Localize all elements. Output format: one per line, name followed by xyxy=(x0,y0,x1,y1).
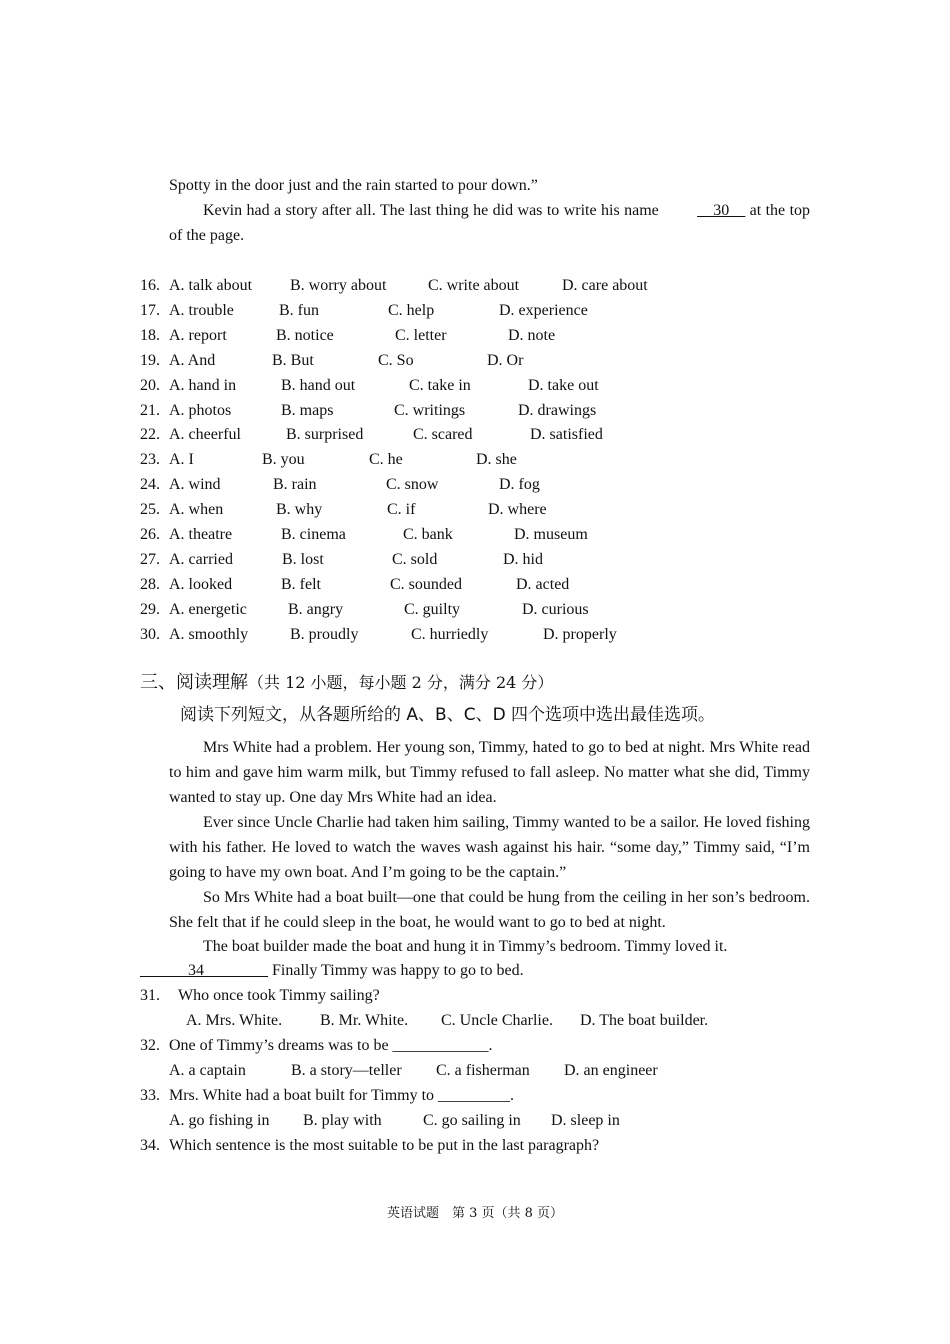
option-b: B. felt xyxy=(281,575,321,593)
reading-paragraph-4: The boat builder made the boat and hung it in Timmy’s bedroom. Timmy loved it. xyxy=(203,938,728,955)
cloze-option-row xyxy=(0,376,950,398)
option-d: D. take out xyxy=(528,376,599,394)
option-b: B. maps xyxy=(281,401,334,419)
option-c: C. guilty xyxy=(404,600,461,618)
option-a: A. photos xyxy=(169,401,232,419)
passage-paragraph xyxy=(169,198,810,248)
question-number: 19. xyxy=(140,351,160,369)
option-b: B. Mr. White. xyxy=(320,1012,409,1029)
option-a: A. smoothly xyxy=(169,625,249,643)
option-c: C. So xyxy=(378,351,414,369)
section-title: 三、阅读理解 xyxy=(140,672,248,693)
question-stem: Which sentence is the most suitable to be put in the last paragraph? xyxy=(169,1137,600,1154)
question-number: 27. xyxy=(140,550,160,568)
option-c: C. write about xyxy=(428,277,520,294)
option-c: C. writings xyxy=(394,401,466,419)
page-footer: 英语试题 第 3 页（共 8 页） xyxy=(386,1206,564,1221)
passage-text: at the top of the page. xyxy=(169,202,811,244)
cloze-option-row xyxy=(0,326,950,348)
option-d: D. curious xyxy=(522,600,589,618)
option-b: B. why xyxy=(276,501,323,519)
cloze-option-row xyxy=(0,500,950,522)
option-d: D. The boat builder. xyxy=(580,1012,709,1029)
question-stem: One of Timmy’s dreams was to be ____________. xyxy=(169,1037,493,1054)
option-b: B. proudly xyxy=(290,625,359,643)
question-number: 24. xyxy=(140,476,160,494)
cloze-option-row xyxy=(0,351,950,373)
option-a: A. hand in xyxy=(169,376,237,394)
option-c: C. sounded xyxy=(390,575,462,593)
option-d: D. satisfied xyxy=(530,426,603,444)
option-c: C. a fisherman xyxy=(436,1062,530,1079)
option-b: B. hand out xyxy=(281,376,356,394)
option-c: C. snow xyxy=(386,476,439,494)
option-a: A. theatre xyxy=(169,526,233,543)
cloze-option-row xyxy=(0,625,950,647)
option-d: D. sleep in xyxy=(551,1112,620,1129)
question-number: 20. xyxy=(140,376,160,394)
option-a: A. carried xyxy=(169,550,233,568)
cloze-option-row xyxy=(0,525,950,547)
question-number: 31. xyxy=(140,987,160,1004)
option-d: D. drawings xyxy=(518,401,597,419)
section-instruction: 阅读下列短文，从各题所给的 A、B、C、D 四个选项中选出最佳选项。 xyxy=(180,705,716,725)
question-number: 17. xyxy=(140,301,160,319)
cloze-option-row xyxy=(0,276,950,298)
section-subtitle: （共 12 小题，每小题 2 分，满分 24 分） xyxy=(248,673,554,692)
option-a: A. looked xyxy=(169,575,233,593)
option-d: D. properly xyxy=(543,625,617,643)
option-c: C. scared xyxy=(413,426,473,444)
blank-34: ______34________ xyxy=(140,962,268,979)
option-d: D. experience xyxy=(499,301,588,319)
option-c: C. hurriedly xyxy=(411,625,489,643)
option-b: B. cinema xyxy=(281,526,346,543)
cloze-option-row xyxy=(0,450,950,472)
option-b: B. notice xyxy=(276,326,334,344)
question-number: 25. xyxy=(140,501,160,519)
reading-paragraph-end xyxy=(140,961,524,981)
question-number: 21. xyxy=(140,401,160,419)
cloze-option-row xyxy=(0,401,950,423)
option-c: C. if xyxy=(387,501,416,519)
option-a: A. report xyxy=(169,326,227,344)
cloze-option-row xyxy=(0,575,950,597)
cloze-option-row xyxy=(0,475,950,497)
option-b: B. surprised xyxy=(286,426,364,444)
option-c: C. letter xyxy=(395,326,447,344)
option-d: D. care about xyxy=(562,277,648,294)
option-a: A. trouble xyxy=(169,301,234,319)
question-number: 34. xyxy=(140,1137,160,1154)
option-a: A. wind xyxy=(169,476,221,494)
option-c: C. Uncle Charlie. xyxy=(441,1012,553,1029)
option-d: D. Or xyxy=(487,351,524,369)
question-number: 18. xyxy=(140,326,160,344)
option-b: B. lost xyxy=(282,550,324,568)
cloze-option-row xyxy=(0,425,950,447)
option-c: C. go sailing in xyxy=(423,1112,521,1129)
option-c: C. sold xyxy=(392,550,438,568)
option-b: B. But xyxy=(272,351,314,369)
option-d: D. she xyxy=(476,451,517,469)
option-b: B. worry about xyxy=(290,277,387,294)
question-stem: Mrs. White had a boat built for Timmy to _________. xyxy=(169,1087,515,1104)
option-a: A. when xyxy=(169,501,224,519)
option-b: B. you xyxy=(262,451,305,469)
option-a: A. And xyxy=(169,351,216,369)
reading-paragraph-1: Mrs White had a problem. Her young son, Timmy, hated to go to bed at night. Mrs White read to him and gave him warm milk, but Timmy refused to fall asleep. No matter what she did, Timmy wanted to stay up. One day Mrs White had an idea. xyxy=(169,739,810,806)
option-b: B. rain xyxy=(273,476,317,494)
question-number: 23. xyxy=(140,451,160,469)
option-d: D. acted xyxy=(516,575,570,593)
reading-paragraph-3: So Mrs White had a boat built—one that could be hung from the ceiling in her son’s bedroom. She felt that if he could sleep in the boat, he would want to go to bed at night. xyxy=(169,889,810,931)
cloze-option-row xyxy=(0,301,950,323)
reading-paragraph-2: Ever since Uncle Charlie had taken him sailing, Timmy wanted to be a sailor. He loved fishing with his father. He loved to watch the waves wash against his hair. “some day,” Timmy said, “I’m going to have my own boat. And I’m going to be the captain.” xyxy=(169,814,810,881)
blank-30: __30__ xyxy=(697,202,746,219)
cloze-option-row xyxy=(0,550,950,572)
option-a: A. I xyxy=(169,451,194,469)
option-a: A. go fishing in xyxy=(169,1112,270,1129)
passage-text: Kevin had a story after all. The last thing he did was to write his name xyxy=(203,202,659,219)
option-a: A. cheerful xyxy=(169,426,241,444)
question-number: 26. xyxy=(140,526,160,543)
option-a: A. talk about xyxy=(169,277,253,294)
question-stem: Who once took Timmy sailing? xyxy=(178,987,380,1004)
option-c: C. help xyxy=(388,301,435,319)
option-d: D. museum xyxy=(514,526,588,543)
option-d: D. hid xyxy=(503,550,543,568)
option-d: D. note xyxy=(508,326,556,344)
option-a: A. energetic xyxy=(169,600,247,618)
option-a: A. Mrs. White. xyxy=(186,1012,283,1029)
question-number: 32. xyxy=(140,1037,160,1054)
option-b: B. angry xyxy=(288,600,344,618)
reading-text: Finally Timmy was happy to go to bed. xyxy=(268,962,524,979)
option-a: A. a captain xyxy=(169,1062,246,1079)
section-heading xyxy=(140,672,553,694)
passage-line: Spotty in the door just and the rain started to pour down.” xyxy=(169,177,538,194)
option-b: B. fun xyxy=(279,301,319,319)
question-number: 30. xyxy=(140,625,160,643)
option-c: C. he xyxy=(369,451,403,469)
option-d: D. fog xyxy=(499,476,540,494)
question-number: 16. xyxy=(140,277,160,294)
option-b: B. a story—teller xyxy=(291,1062,402,1079)
option-c: C. bank xyxy=(403,526,453,543)
question-number: 28. xyxy=(140,575,160,593)
option-b: B. play with xyxy=(303,1112,382,1129)
question-number: 33. xyxy=(140,1087,160,1104)
option-c: C. take in xyxy=(409,376,471,394)
question-number: 22. xyxy=(140,426,160,444)
cloze-option-row xyxy=(0,600,950,622)
question-number: 29. xyxy=(140,600,160,618)
option-d: D. where xyxy=(488,501,547,519)
option-d: D. an engineer xyxy=(564,1062,658,1079)
